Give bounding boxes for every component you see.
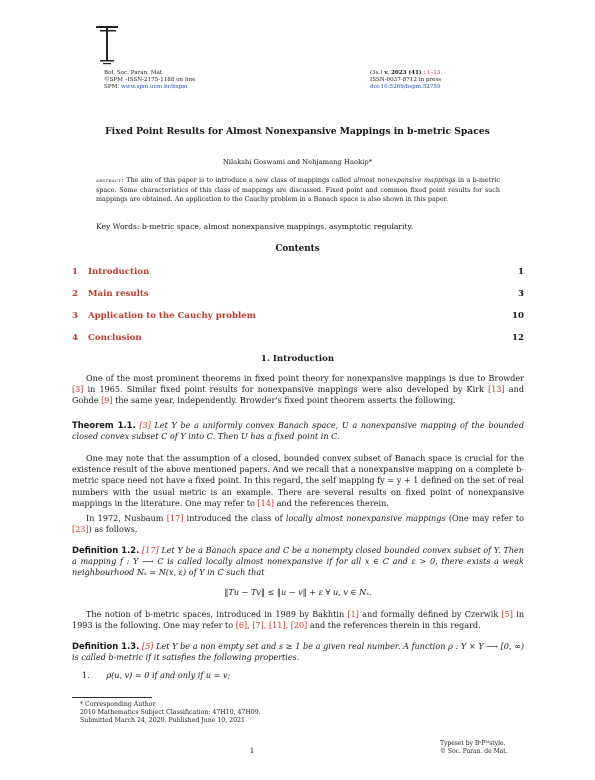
copyright: © Soc. Paran. de Mat. [440,748,508,755]
toc-num: 2 [72,289,78,299]
text: In 1972, Nusbaum [86,513,164,523]
header-left [104,70,284,91]
citation-link[interactable]: [6], [7], [11], [20] [235,620,308,631]
list-item-1 [72,670,524,681]
series: (3s.) [370,70,383,76]
text: and Gohde [72,384,525,406]
citation-link[interactable]: [3] [72,384,84,395]
citation-link[interactable]: [3] [139,420,151,430]
definition-text: Let Y be a non empty set and s ≥ 1 be a given real number. A function ρ : Y × Y ⟶ [0, ∞) is called b-metric if it satisfies the following properties. [72,641,525,663]
toc-num: 3 [72,311,78,321]
toc-item-3[interactable] [72,311,524,321]
footer-right [440,740,550,756]
text: One may note that the assumption of a closed, bounded convex subset of Banach space is crucial for the existence result of the above mentioned papers. And we recall that a nonexpansive mapping on a complete b-metric space need not have a fixed point. In this regard, the self mapping fy = y + 1 defined on the set of real numbers with the usual metric is an example. There are several results on fixed point of nonexpansive mappings in the literature. One may refer to [72,453,524,508]
contents-heading: Contents [275,244,320,254]
definition-1-3 [72,641,524,664]
toc-title: Application to the Cauchy problem [88,311,256,321]
citation-link[interactable]: [5] [141,641,154,651]
toc-title: Conclusion [88,333,142,343]
abstract-text-2: in a b-metric space. Some characteristics of this class of mappings are discussed. Fixed point and common fixed point results for such mappings are obtained. An application to the Cauchy problem in a Banach space is also shown in this paper. [96,176,500,204]
text: and the references therein. [276,497,389,508]
intro-paragraph-4 [72,609,524,632]
toc-item-4[interactable] [72,333,524,343]
list-number: 1. [82,670,90,680]
submission-dates: Submitted March 24, 2020. Published June 10, 2021 [80,717,245,724]
section-heading-introduction: 1. Introduction [260,354,335,364]
body-text [72,373,524,681]
header-right: (3s.) v. 2023 (41) : 1–13. ISSN-0037-8712 in press doi:10.5269/bspm.52759 [370,70,530,91]
definition-1-2 [72,545,524,579]
keywords: Key Words: b-metric space, almost nonexpansive mappings, asymptotic regularity. [96,222,414,231]
citation-link[interactable]: [13] [488,384,505,395]
text: and the references therein in this regard. [309,620,481,631]
journal-name: Bol. Soc. Paran. Mat. [104,70,164,76]
definition-label: Definition 1.2. [72,545,140,555]
text: ) as follows. [88,524,138,535]
emphasis: locally almost nonexpansive mappings [285,513,446,523]
page-number: 1 [249,746,255,755]
corresponding-author-note: * Corresponding Author [80,701,156,708]
pages-link[interactable]: 1–13. [427,70,443,76]
toc-num: 1 [72,267,78,277]
abstract-text-1: The aim of this paper is to introduce a new class of mappings called [126,176,352,184]
text: (One may refer to [448,513,525,523]
abstract-label: abstract: [96,176,124,184]
citation-link[interactable]: [14] [257,497,275,508]
toc-page: 12 [512,333,524,343]
footnote-divider [72,697,152,698]
definition-text: Let Y be a Banach space and C be a nonempty closed bounded convex subset of Y. Then a mapping f : Y ⟶ C is called locally almost nonexpansive if for all x ∈ C and ε > 0, there exists a weak neighbourhood Nₓ = N(x, ε) of Y in C such that [72,545,525,578]
intro-paragraph-2 [72,453,524,509]
citation-link[interactable]: [9] [101,395,113,406]
abstract-emph: almost nonexpansive mappings [353,176,456,184]
intro-paragraph-1 [72,373,524,411]
theorem-1-1 [72,420,524,443]
text: and formally defined by Czerwik [362,609,499,619]
msc-classification: 2010 Mathematics Subject Classification: 47H10, 47H09. [80,709,261,716]
toc-item-1[interactable] [72,267,524,277]
citation-link[interactable]: [17] [166,513,184,523]
citation-link[interactable]: [5] [501,609,513,619]
citation-link[interactable]: [1] [347,609,359,619]
equation-1: ‖Tu − Tv‖ ≤ ‖u − v‖ + ε ∀ u, v ∈ Nₓ. [224,587,372,597]
citation-link[interactable]: [17] [142,545,159,555]
intro-paragraph-3 [72,513,524,536]
volume: v. 2023 (41) [384,70,422,76]
toc-num: 4 [72,333,78,343]
paper-title: Fixed Point Results for Almost Nonexpansive Mappings in b-metric Spaces [105,126,490,137]
text: The notion of b-metric spaces, introduced in 1989 by Bakhtin [86,609,345,619]
issn-print: ISSN-0037-8712 in press [370,77,442,83]
theorem-text: Let Y be a uniformly convex Banach space, U a nonexpansive mapping of the bounded closed convex subset C of Y into C. Then U has a fixed point in C. [72,420,524,442]
toc-page: 10 [512,311,524,321]
spm-label: SPM: [104,84,120,90]
doi-link[interactable]: doi:10.5269/bspm.52759 [370,84,441,90]
typeset-note: Typeset by BˢPᴹstyle. [440,740,506,747]
issn-online: ©SPM –ISSN-2175-1188 on line [104,77,196,83]
authors: Nilakshi Goswami and Nehjamang Haokip* [222,158,373,166]
text: One of the most prominent theorems in fixed point theory for nonexpansive mappings is due to Browder [86,373,524,383]
list-text: ρ(u, v) = 0 if and only if u = v; [106,670,231,680]
toc-page: 3 [518,289,524,299]
citation-link[interactable]: [23] [72,524,89,535]
spm-url-link[interactable]: www.spm.uem.br/bspm [121,84,188,90]
footnotes [80,701,380,725]
theorem-label: Theorem 1.1. [72,420,136,430]
text: in 1965. Similar fixed point results for nonexpansive mappings were also developed by Kirk [87,384,484,395]
text: introduced the class of [186,513,283,523]
toc-title: Main results [88,289,149,299]
abstract [96,176,500,205]
journal-logo [86,24,120,70]
toc-title: Introduction [88,267,150,277]
text: in 1993 is the following. One may refer to [72,609,525,631]
toc-page: 1 [518,267,524,277]
definition-label: Definition 1.3. [72,641,140,651]
toc-item-2[interactable] [72,289,524,299]
text: the same year, independently. Browder's fixed point theorem asserts the following. [115,395,456,406]
